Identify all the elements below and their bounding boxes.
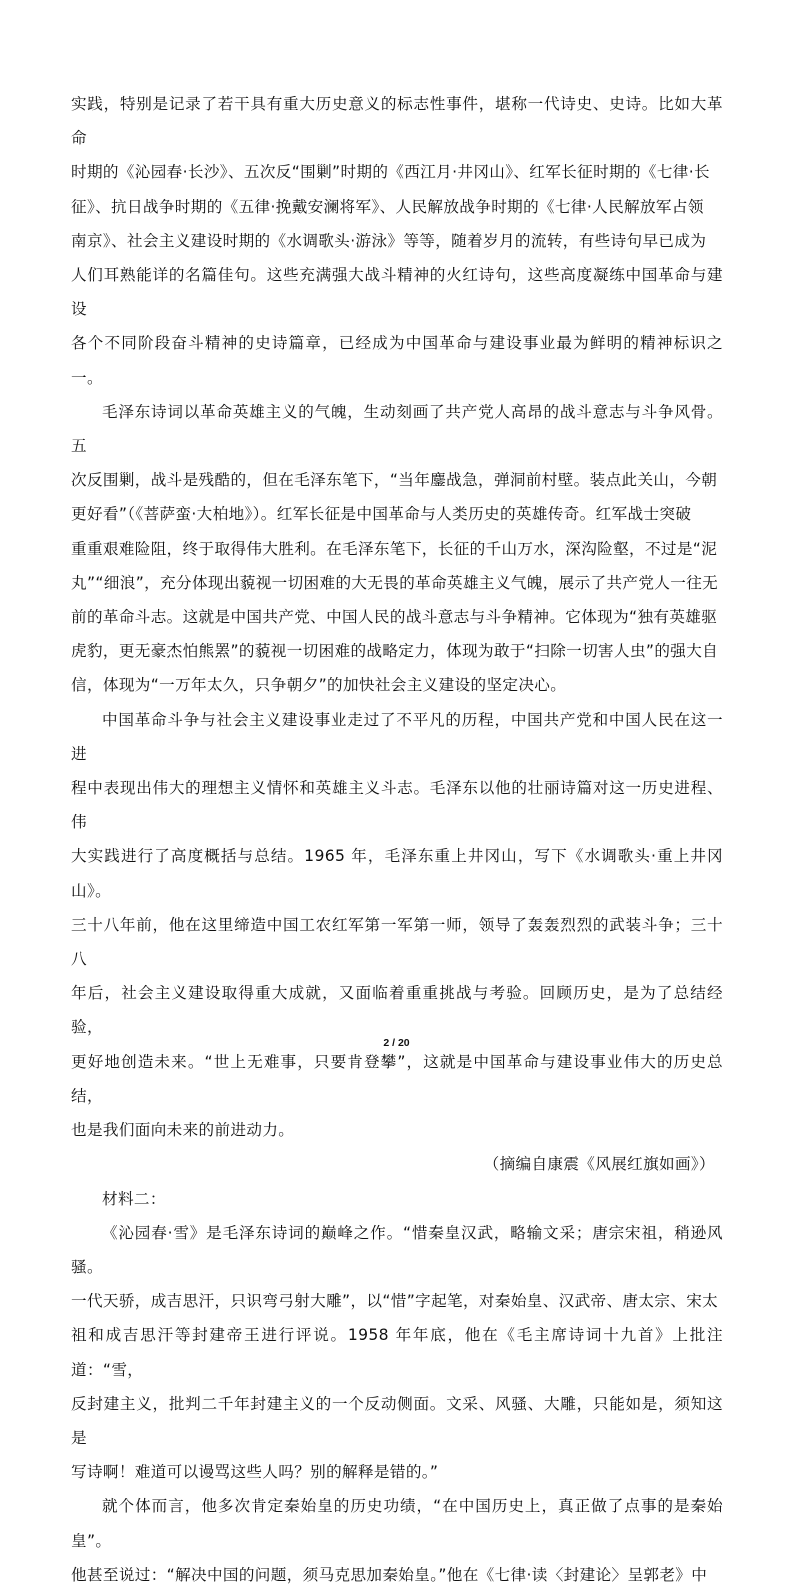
page-number: 2 / 20	[383, 1037, 410, 1049]
document-body	[71, 87, 723, 1592]
paragraph-4: 《沁园春·雪》是毛泽东诗词的巅峰之作。“惜秦皇汉武，略输文采；唐宗宋祖，稍逊风骚。 一代天骄，成吉思汗，只识弯弓射大雕”，以“惜”字起笔，对秦始皇、汉武帝、唐太宗、宋太 祖和成吉思汗等封建帝王进行评说。1958 年年底，他在《毛主席诗词十九首》上批注道：“雪， 反封建主义，批判二千年封建主义的一个反动侧面。文采、风骚、大雕，只能如是，须知这是 写诗啊！难道可以谩骂这些人吗？别的解释是错的。”	[71, 1223, 723, 1482]
paragraph-1: 实践，特别是记录了若干具有重大历史意义的标志性事件，堪称一代诗史、史诗。比如大革命 时期的《沁园春·长沙》、五次反“围剿”时期的《西江月·井冈山》、红军长征时期的《七律·长 征》、抗日战争时期的《五律·挽戴安澜将军》、人民解放战争时期的《七律·人民解放军占领 南京》、社会主义建设时期的《水调歌头·游泳》等等，随着岁月的流转，有些诗句早已成为 人们耳熟能详的名篇佳句。这些充满强大战斗精神的火红诗句，这些高度凝练中国革命与建设 各个不同阶段奋斗精神的史诗篇章，已经成为中国革命与建设事业最为鲜明的精神标识之一。	[71, 95, 723, 387]
paragraph-5: 就个体而言，他多次肯定秦始皇的历史功绩，“在中国历史上，真正做了点事的是秦始皇”。 他甚至说过：“解决中国的问题，须马克思加秦始皇。”他在《七律·读〈封建论〉呈郭老》中	[71, 1497, 723, 1584]
paragraph-2: 毛泽东诗词以革命英雄主义的气魄，生动刻画了共产党人高昂的战斗意志与斗争风骨。五 次反围剿，战斗是残酷的，但在毛泽东笔下，“当年鏖战急，弹洞前村壁。装点此关山，今朝 更好看”（《菩萨蛮·大柏地》）。红军长征是中国革命与人类历史的英雄传奇。红军战士突破 重重艰难险阻，终于取得伟大胜利。在毛泽东笔下，长征的千山万水，深沟险壑，不过是“泥 丸”“细浪”，充分体现出藐视一切困难的大无畏的革命英雄主义气魄，展示了共产党人一往无 前的革命斗志。这就是中国共产党、中国人民的战斗意志与斗争精神。它体现为“独有英雄驱 虎豹，更无豪杰怕熊罴”的藐视一切困难的战略定力，体现为敢于“扫除一切害人虫”的强大自 信，体现为“一万年太久，只争朝夕”的加快社会主义建设的坚定决心。	[71, 402, 723, 695]
paragraph-3: 中国革命斗争与社会主义建设事业走过了不平凡的历程，中国共产党和中国人民在这一进 程中表现出伟大的理想主义情怀和英雄主义斗志。毛泽东以他的壮丽诗篇对这一历史进程、伟 大实践进行了高度概括与总结。1965 年，毛泽东重上井冈山，写下《水调歌头·重上井冈山》。 三十八年前，他在这里缔造中国工农红军第一军第一师，领导了轰轰烈烈的武装斗争；三十八 年后，社会主义建设取得重大成就，又面临着重重挑战与考验。回顾历史，是为了总结经验， 更好地创造未来。“世上无难事，只要肯登攀”，这就是中国革命与建设事业伟大的历史总结， 也是我们面向未来的前进动力。	[71, 710, 723, 1140]
material-label: 材料二：	[102, 1189, 166, 1208]
source-citation: （摘编自康震《风展红旗如画》）	[483, 1155, 715, 1174]
